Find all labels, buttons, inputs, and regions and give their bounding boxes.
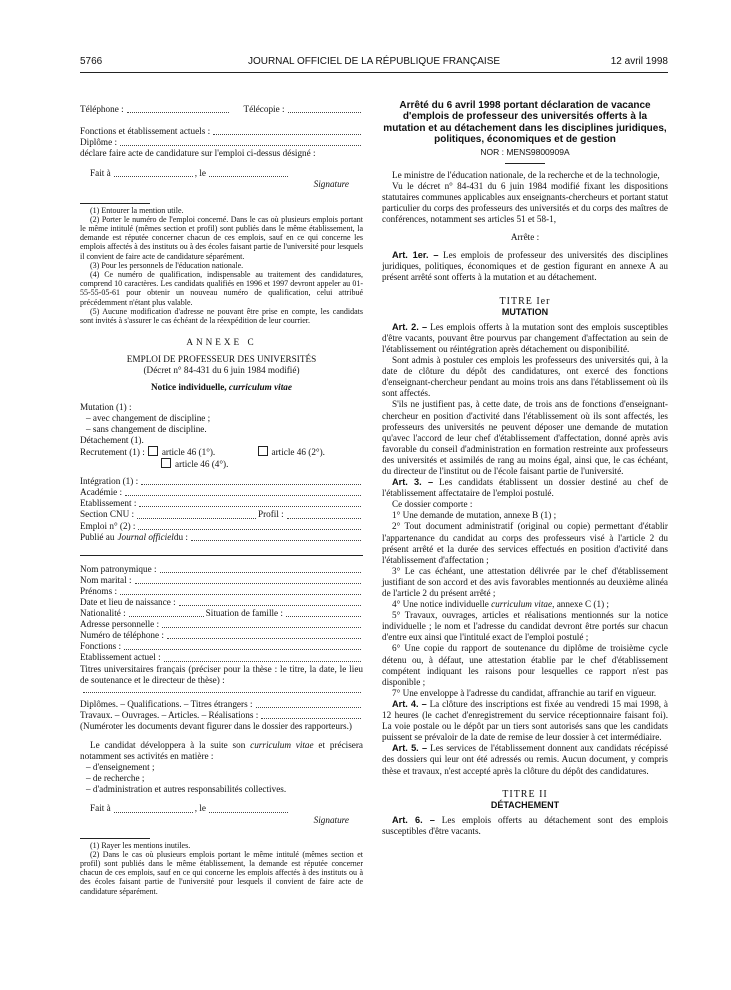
etablissement-label: Etablissement : xyxy=(80,498,137,509)
article-5 xyxy=(382,743,668,776)
art46-1-label: article 46 (1°). xyxy=(161,446,216,457)
academie-label: Académie : xyxy=(80,487,123,498)
integration-line xyxy=(80,476,363,487)
article-label: Art. 1er. – xyxy=(392,250,439,261)
checkbox[interactable] xyxy=(161,458,171,468)
annexe-decree: (Décret n° 84-431 du 6 juin 1984 modifié) xyxy=(143,365,300,376)
fait-label: Fait à xyxy=(90,168,111,179)
list-item: 3° Le cas échéant, une attestation délivrée par le chef d'établissement justifiant de son accord et des avis favorables mentionnés au deuxième alinéa de l'article 2 du présent arrêté ; xyxy=(382,565,668,598)
travaux-line xyxy=(80,710,363,721)
header-rule xyxy=(80,72,668,73)
annexe-subtitle: EMPLOI DE PROFESSEUR DES UNIVERSITÉS xyxy=(126,354,317,365)
art46-2-label: article 46 (2°). xyxy=(271,446,325,457)
situation-label: Situation de famille : xyxy=(205,608,283,619)
nom-marital-line xyxy=(80,575,363,586)
telecopie-label: Télécopie : xyxy=(243,104,285,114)
travaux-label: Travaux. – Ouvrages. – Articles. – Réalisations : xyxy=(80,709,259,720)
blank-line xyxy=(80,686,363,695)
declaration-text: déclare faire acte de candidature sur l'emploi ci-dessus désigné : xyxy=(80,148,316,159)
notice-title xyxy=(80,382,363,393)
article-label: Art. 6. – xyxy=(392,814,435,825)
list-item: 2° Tout document administratif (original ou copie) permettant d'établir l'appartenance du candidat au corps des professeurs visé à l'article 2 du présent arrêté et la durée des services effectués en position d'activité dans l'établissement d'affectation ; xyxy=(382,521,668,565)
telephone-label: Téléphone : xyxy=(80,104,124,114)
fait-line xyxy=(90,168,290,179)
publie-label: Publié au xyxy=(80,531,115,542)
article-4 xyxy=(382,699,668,743)
left-column xyxy=(80,100,363,896)
paragraph: Vu le décret n° 84-431 du 6 juin 1984 modifié fixant les dispositions statutaires communes applicables aux enseignants-chercheurs et portant statut particulier du corps des professeurs des universités et du corps des maîtres de conférences, notamment ses articles 51 et 58-1, xyxy=(382,180,668,225)
article-label: Art. 5. – xyxy=(392,743,428,754)
fait2-label: Fait à xyxy=(90,803,111,814)
diplomes-line xyxy=(80,699,363,710)
recrutement-row-2 xyxy=(158,458,363,470)
article-text: Les emplois offerts à la mutation sont des emplois susceptibles d'être vacants, pouvant être pourvus par changement d'affectation au sein de l'établissement ou réintégration après détachement ou disponibilité. xyxy=(382,321,668,354)
telephone-line xyxy=(80,104,363,115)
section-divider xyxy=(80,555,363,556)
paragraph: S'ils ne justifient pas, à cette date, de trois ans de fonctions d'enseignant-chercheur en position d'activité dans l'établissement où ils sont affectés, les professeurs des universités ne peuvent déposer une demande de mutation qu'avec l'accord de leur chef d'établissement d'affectation, donné après avis favorable du conseil d'administration en formation restreinte aux professeurs des universités et assimilés de rang au moins égal, ainsi que, le cas échéant, du directeur de l'institut ou de l'école faisant partie de l'université. xyxy=(382,399,668,476)
right-column xyxy=(382,100,668,837)
journal-title: JOURNAL OFFICIEL DE LA RÉPUBLIQUE FRANÇAISE xyxy=(247,56,501,67)
prenoms-label: Prénoms : xyxy=(80,585,118,596)
list-item: 6° Une copie du rapport de soutenance du diplôme de troisième cycle détenu ou, à défaut, une attestation établie par le chef d'établissement compétent indiquant les raisons pour lesquelles ce rapport n'est pas disponible ; xyxy=(382,643,668,687)
nom-marital-label: Nom marital : xyxy=(80,574,132,585)
nom-patronymique-line xyxy=(80,564,363,575)
nor-reference xyxy=(382,147,668,158)
paragraph: Sont admis à postuler ces emplois les professeurs des universités qui, à la date de clôture du dépôt des candidatures, ont exercé des fonctions d'enseignant-chercheur pendant au moins trois ans dans l'établissement où ils sont affectés. xyxy=(382,355,668,399)
article-text: Les emplois de professeur des universités des disciplines juridiques, politiques, économiques et de gestion figurant en annexe A au présent arrêté sont offerts à la mutation et au détachement. xyxy=(382,250,668,283)
article-label: Art. 4. – xyxy=(392,698,427,709)
publie-line xyxy=(80,532,363,543)
candidat-text-a: Le candidat développera à la suite son xyxy=(90,740,251,751)
num-tel-label: Numéro de téléphone : xyxy=(80,630,164,641)
footnote: (2) Porter le numéro de l'emploi concerné. Dans le cas où plusieurs emplois portant le même intitulé (mêmes section et profil) sont publiés dans le même établissement, la demande est réputée concerner chacun de ces emplois, sauf en ce qui concerne les emplois affectés à des instituts ou à des écoles faisant partie de l'université pour lesquels il convient de faire acte de candidature séparément. xyxy=(80,214,363,261)
page-header xyxy=(80,56,668,70)
diplome-line xyxy=(80,137,363,148)
nationalite-label: Nationalité : xyxy=(80,608,126,619)
mutation-heading: MUTATION xyxy=(501,306,549,317)
footnote: (3) Pour les personnels de l'éducation nationale. xyxy=(90,260,244,270)
nom-patronymique-label: Nom patronymique : xyxy=(80,563,157,574)
footnote: (5) Aucune modification d'adresse ne pouvant être prise en compte, les candidats sont invités à s'assurer le cas échéant de la réexpédition de leur courrier. xyxy=(80,306,363,325)
le-label: , le xyxy=(194,168,206,179)
notice-title-italic: curriculum vitae xyxy=(228,382,292,393)
article-text: La clôture des inscriptions est fixée au vendredi 15 mai 1998, à 12 heures (le cachet d'enregistrement du service réceptionnaire faisant foi). La voie postale ou le dépôt par un tiers sont autorisés sans que les candidats puissent se prévaloir de la date de remise de leur dossier à cet intermédiaire. xyxy=(382,698,668,743)
item-text: 4° Une notice individuelle xyxy=(392,599,492,610)
recrutement-label: Recrutement (1) : xyxy=(80,446,145,457)
notes-separator xyxy=(80,203,150,204)
candidat-text-c: et précisera notamment ses activités en matière : xyxy=(80,740,363,762)
titre-2: TITRE II xyxy=(502,788,548,800)
integration-label: Intégration (1) : xyxy=(80,476,139,487)
titre-1: TITRE Ier xyxy=(499,295,551,307)
etablissement-line xyxy=(80,498,363,509)
detachement-heading: DÉTACHEMENT xyxy=(490,799,560,810)
title-rule xyxy=(505,163,545,164)
titres-text: Titres universitaires français (préciser pour la thèse : le titre, la date, le lieu de soutenance et le directeur de thèse) : xyxy=(80,663,363,685)
fait2-line xyxy=(90,803,290,814)
checkbox[interactable] xyxy=(148,446,158,456)
article-text: Les services de l'établissement donnent aux candidats récépissé des dossiers qui leur ont été adressés ou remis. Aucun document, y compris thèse et travaux, n'est accepté après la clôture du dépôt des candidatures. xyxy=(382,743,668,776)
article-label: Art. 2. – xyxy=(392,321,428,332)
list-item: 7° Une enveloppe à l'adresse du candidat, affranchie au tarif en vigueur. xyxy=(392,687,657,698)
article-6 xyxy=(382,815,668,837)
article-2 xyxy=(382,322,668,355)
arrete-title: Arrêté du 6 avril 1998 portant déclaration de vacance d'emplois de professeur des universités offerts à la mutation et au détachement dans les disciplines juridiques, politiques, économiques et de gestion xyxy=(383,100,667,146)
paragraph: Le ministre de l'éducation nationale, de la recherche et de la technologie, xyxy=(392,169,660,180)
list-item xyxy=(382,599,668,610)
mutation-option: – avec changement de discipline ; xyxy=(86,412,211,423)
mutation-option: – sans changement de discipline. xyxy=(86,423,207,434)
notice-title-text: Notice individuelle, xyxy=(151,382,229,393)
candidat-text-b: curriculum vitae xyxy=(250,740,314,751)
list-item: 5° Travaux, ouvrages, articles et réalisations mentionnés sur la notice individuelle ; le nom et l'adresse du candidat devront être portés sur chacun d'entre eux ainsi que l'intitulé exact de l'emploi postulé ; xyxy=(382,610,668,643)
date-lieu-line xyxy=(80,597,363,608)
footnote: (1) Rayer les mentions inutiles. xyxy=(90,840,191,850)
issue-date: 12 avril 1998 xyxy=(610,56,668,67)
signature-label: Signature xyxy=(313,179,349,190)
mutation-label: Mutation (1) : xyxy=(80,401,132,412)
signature2-label: Signature xyxy=(313,814,349,825)
page-number: 5766 xyxy=(80,56,103,67)
emploi-line xyxy=(80,521,363,532)
fonctions-label: Fonctions et établissement actuels : xyxy=(80,126,211,137)
checkbox[interactable] xyxy=(258,446,268,456)
fonctions2-label: Fonctions : xyxy=(80,641,122,652)
footnote: (2) Dans le cas où plusieurs emplois portant le même intitulé (mêmes section et profil) sont publiés dans le même établissement, la demande est réputée concerner chacun de ces emplois, sauf en ce qui concerne les emplois affectés à des instituts ou à des écoles faisant partie de l'université pour lesquels il convient de faire acte de candidature séparément. xyxy=(80,849,363,896)
article-3 xyxy=(382,477,668,499)
footnotes-2 xyxy=(80,841,363,896)
item-italic: curriculum vitae xyxy=(491,599,553,610)
article-text: Les emplois offerts au détachement sont des emplois susceptibles d'être vacants. xyxy=(382,814,668,836)
prenoms-line xyxy=(80,586,363,597)
arrete-label: Arrête : xyxy=(510,232,540,243)
adresse-line xyxy=(80,619,363,630)
diplome-label: Diplôme : xyxy=(80,137,118,148)
article-1 xyxy=(382,250,668,283)
activity-item: – d'administration et autres responsabilités collectives. xyxy=(86,784,287,795)
profil-label: Profil : xyxy=(257,509,284,520)
etab-actuel-line xyxy=(80,652,363,663)
section-cnu-label: Section CNU : xyxy=(80,509,135,520)
list-item: 1° Une demande de mutation, annexe B (1) ; xyxy=(392,510,557,521)
activity-item: – de recherche ; xyxy=(86,773,145,784)
nationalite-line xyxy=(80,608,363,619)
publie-journal: Journal officiel xyxy=(117,531,174,542)
fonctions-line xyxy=(80,126,363,137)
candidat-text xyxy=(80,740,363,762)
article-text: Les candidats établissent un dossier destiné au chef de l'établissement affectataire de l'emploi postulé. xyxy=(382,477,668,499)
item-text-end: , annexe C (1) ; xyxy=(552,599,609,610)
annexe-title: ANNEXE C xyxy=(186,337,257,348)
notes2-separator xyxy=(80,838,150,839)
recrutement-row xyxy=(80,446,363,458)
nor-text: NOR : MENS9800909A xyxy=(480,146,570,157)
section-cnu-line xyxy=(80,509,363,520)
etab-actuel-label: Etablissement actuel : xyxy=(80,652,161,663)
footnotes xyxy=(80,206,363,326)
article-label: Art. 3. – xyxy=(392,477,434,488)
date-lieu-label: Date et lieu de naissance : xyxy=(80,596,176,607)
emploi-label: Emploi n° (2) : xyxy=(80,520,136,531)
numeroter-text: (Numéroter les documents devant figurer dans le dossier des rapporteurs.) xyxy=(80,720,352,731)
footnote: (4) Ce numéro de qualification, indispensable au traitement des candidatures, comprend 10 caractères. Les candidats qualifiés en 1996 et 1997 devront appeler au 01-55-55-05-61 pour obtenir un nouveau numéro de qualification, celui attribué précédemment n'étant plus valable. xyxy=(80,269,363,307)
activity-item: – d'enseignement ; xyxy=(86,762,155,773)
paragraph: Ce dossier comporte : xyxy=(392,499,473,510)
diplomes-label: Diplômes. – Qualifications. – Titres étrangers : xyxy=(80,698,253,709)
footnote: (1) Entourer la mention utile. xyxy=(90,205,184,215)
detachement-label: Détachement (1). xyxy=(80,434,144,445)
academie-line xyxy=(80,487,363,498)
adresse-label: Adresse personnelle : xyxy=(80,619,160,630)
num-tel-line xyxy=(80,630,363,641)
le2-label: , le xyxy=(194,803,206,814)
fonctions2-line xyxy=(80,641,363,652)
art46-4-label: article 46 (4°). xyxy=(175,459,229,470)
publie-du: du : xyxy=(173,531,188,542)
